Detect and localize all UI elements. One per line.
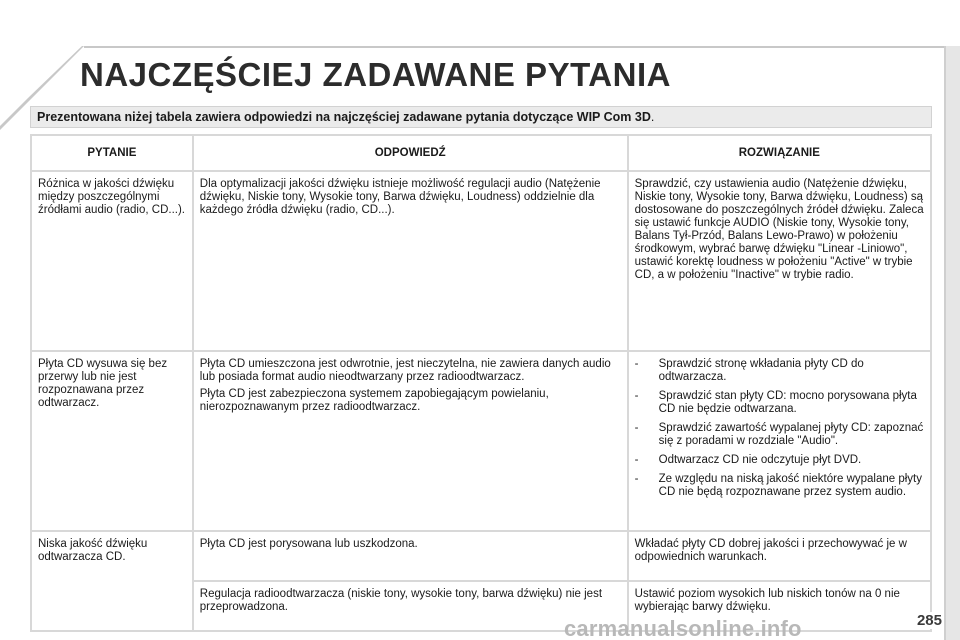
solution-cell: Ustawić poziom wysokich lub niskich tonów na 0 nie wybierając barwy dźwięku. xyxy=(628,581,931,631)
column-header-answer: ODPOWIEDŹ xyxy=(193,135,628,171)
question-cell: Różnica w jakości dźwięku między poszczególnymi źródłami audio (radio, CD...). xyxy=(31,171,193,351)
intro-text: Prezentowana niżej tabela zawiera odpowiedzi na najczęściej zadawane pytania dotyczące WIP Com 3D xyxy=(37,110,651,124)
solution-cell: Wkładać płyty CD dobrej jakości i przechowywać je w odpowiednich warunkach. xyxy=(628,531,931,581)
faq-table xyxy=(30,134,932,632)
intro-period: . xyxy=(650,110,655,124)
page-title: NAJCZĘŚCIEJ ZADAWANE PYTANIA xyxy=(80,56,671,93)
answer-paragraph: Regulacja radioodtwarzacza (niskie tony, wysokie tony, barwa dźwięku) nie jest przeprowadzona. xyxy=(199,588,603,613)
question-cell: Niska jakość dźwięku odtwarzacza CD. xyxy=(31,531,193,631)
answer-paragraph: Płyta CD umieszczona jest odwrotnie, jest nieczytelna, nie zawiera danych audio lub posiada format audio nieodtwarzany przez radioodtwarzacz. xyxy=(199,358,611,383)
table-row xyxy=(31,171,931,351)
list-item: - Ze względu na niską jakość niektóre wypalane płyty CD nie będą rozpoznawane przez system audio. xyxy=(635,473,924,499)
solution-cell xyxy=(628,351,931,531)
solution-cell: Sprawdzić, czy ustawienia audio (Natężenie dźwięku, Niskie tony, Wysokie tony, Barwa dźwięku, Loudness) są dostosowane do poszczególnych źródeł dźwięku. Zaleca się ustawić funkcje AUDIO (Niskie tony, Wysokie tony, Balans Tył-Przód, Balans Lewo-Prawo) w położeniu środkowym, wybrać barwę dźwięku "Linear -Liniowo", ustawić korektę loudness w położeniu "Active" w trybie CD, a w położeniu "Inactive" w trybie radio. xyxy=(628,171,931,351)
column-header-solution: ROZWIĄZANIE xyxy=(628,135,931,171)
list-item: - Sprawdzić zawartość wypalanej płyty CD: zapoznać się z poradami w rozdziale "Audio". xyxy=(635,422,924,448)
watermark-logo: carmanualsonline.info xyxy=(564,616,802,640)
question-cell: Płyta CD wysuwa się bez przerwy lub nie jest rozpoznawana przez odtwarzacz. xyxy=(31,351,193,531)
answer-cell xyxy=(193,581,628,631)
list-item: - Odtwarzacz CD nie odczytuje płyt DVD. xyxy=(635,454,924,467)
answer-cell xyxy=(193,171,628,351)
table-row xyxy=(31,351,931,531)
top-band xyxy=(0,0,960,48)
top-rule xyxy=(80,46,960,48)
table-row xyxy=(31,531,931,581)
answer-cell xyxy=(193,531,628,581)
answer-paragraph: Dla optymalizacji jakości dźwięku istnieje możliwość regulacji audio (Natężenie dźwięku, Niskie tony, Wysokie tony, Barwa dźwięku, Loudness) oddzielnie dla każdego źródła dźwięku (radio, CD...). xyxy=(199,178,601,216)
answer-cell xyxy=(193,351,628,531)
right-rail xyxy=(946,46,960,640)
right-rail-line xyxy=(944,46,946,640)
list-item: - Sprawdzić stronę wkładania płyty CD do odtwarzacza. xyxy=(635,358,924,384)
answer-paragraph: Płyta CD jest zabezpieczona systemem zapobiegającym powielaniu, nierozpoznawanym przez radioodtwarzacz. xyxy=(199,388,549,413)
intro-box xyxy=(30,106,932,128)
answer-paragraph: Płyta CD jest porysowana lub uszkodzona. xyxy=(199,538,418,550)
list-item: - Sprawdzić stan płyty CD: mocno porysowana płyta CD nie będzie odtwarzana. xyxy=(635,390,924,416)
solution-list xyxy=(635,358,924,499)
column-header-question: PYTANIE xyxy=(31,135,193,171)
table-header-row xyxy=(31,135,931,171)
page-number: 285 xyxy=(916,612,942,629)
